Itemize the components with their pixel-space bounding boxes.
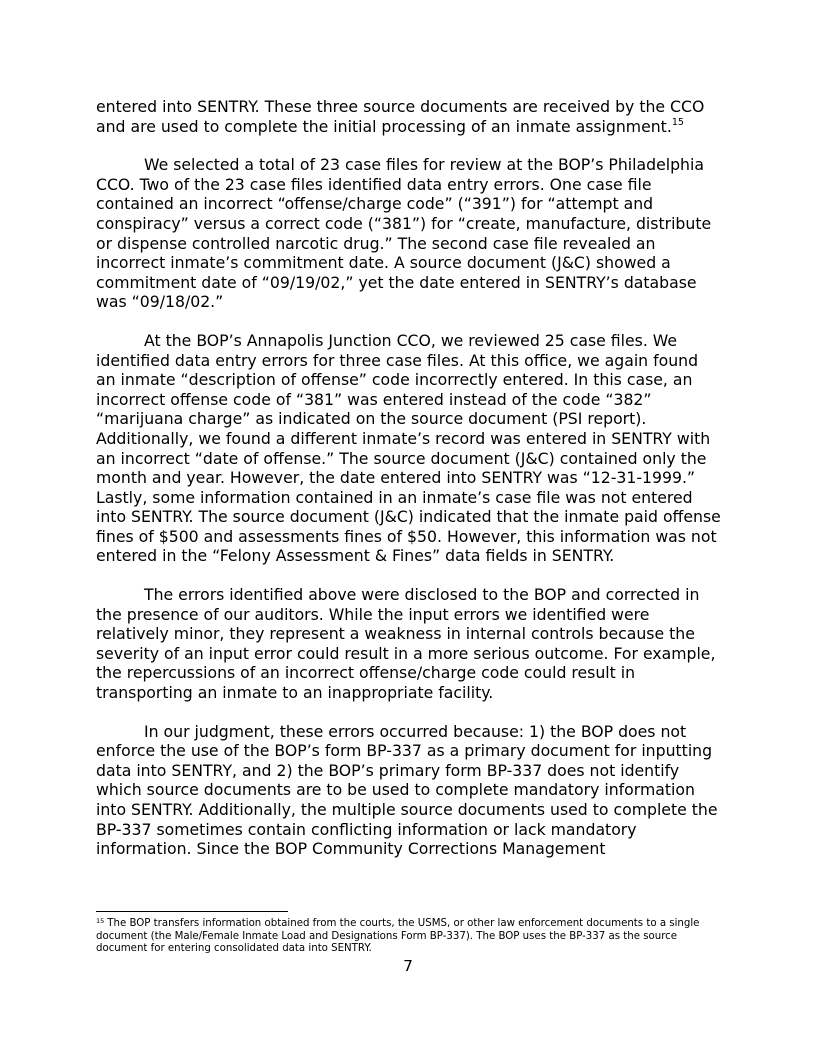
- footnote-divider: [96, 911, 288, 912]
- paragraph-5: In our judgment, these errors occurred because: 1) the BOP does not enforce the use of the BOP’s form BP-337 as a primary document for inputting data into SENTRY, and 2) the BOP’s primary form BP-337 does not identify which source documents are to be used to complete mandatory information into SENTRY. Additionally, the multiple source documents used to complete the BP-337 sometimes contain conflicting information or lack mandatory information. Since the BOP Community Corrections Management: [96, 721, 718, 859]
- document-body: [96, 97, 722, 878]
- page-number: 7: [403, 957, 413, 975]
- footnote: [96, 918, 722, 956]
- paragraph-2: We selected a total of 23 case files for review at the BOP’s Philadelphia CCO. Two of the 23 case files identified data entry errors. One case file contained an incorrect “offense/charge code” (“391”) for “attempt and conspiracy” versus a correct code (“381”) for “create, manufacture, distribute or dispense controlled narcotic drug.” The second case file revealed an incorrect inmate’s commitment date. A source document (J&C) showed a commitment date of “09/19/02,” yet the date entered in SENTRY’s database was “09/18/02.”: [96, 155, 712, 312]
- footnote-number: 15: [96, 917, 105, 925]
- footnote-text: The BOP transfers information obtained from the courts, the USMS, or other law enforcement documents to a single document (the Male/Female Inmate Load and Designations Form BP-337). The BOP uses the BP-337 as the source document for entering consolidated data into SENTRY.: [96, 918, 700, 954]
- paragraph-1: entered into SENTRY. These three source documents are received by the CCO and are used to complete the initial processing of an inmate assignment.$^{15}$: [96, 97, 705, 136]
- paragraph-4: The errors identified above were disclosed to the BOP and corrected in the presence of our auditors. While the input errors we identified were relatively minor, they represent a weakness in internal controls because the severity of an input error could result in a more serious outcome. For example, the repercussions of an incorrect offense/charge code could result in transporting an inmate to an inappropriate facility.: [96, 585, 716, 703]
- paragraph-3: At the BOP’s Annapolis Junction CCO, we reviewed 25 case files. We identified data entry errors for three case files. At this office, we again found an inmate “description of offense” code incorrectly entered. In this case, an incorrect offense code of “381” was entered instead of the code “382” “marijuana charge” as indicated on the source document (PSI report). Additionally, we found a different inmate’s record was entered in SENTRY with an incorrect “date of offense.” The source document (J&C) contained only the month and year. However, the date entered into SENTRY was “12-31-1999.” Lastly, some information contained in an inmate’s case file was not entered into SENTRY. The source document (J&C) indicated that the inmate paid offense fines of $500 and assessments fines of $50. However, this information was not entered in the “Felony Assessment & Fines” data fields in SENTRY.: [96, 330, 721, 566]
- footnote-reference: 15: [671, 116, 684, 128]
